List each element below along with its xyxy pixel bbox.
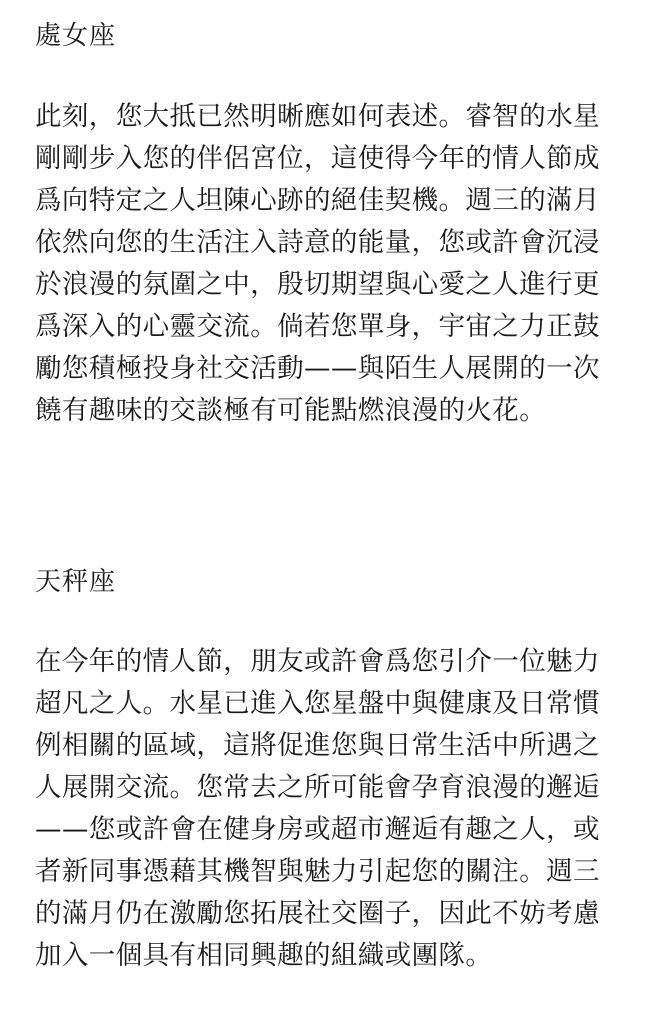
paragraph-line: 的滿月仍在激勵您拓展社交圈子，因此不妨考慮 [35, 898, 600, 929]
section-title: 天秤座 [35, 567, 117, 597]
horoscope-section-virgo [35, 16, 640, 432]
paragraph-line: 超凡之人。水星已進入您星盤中與健康及日常慣 [35, 688, 600, 719]
paragraph-line: 加入一個具有相同興趣的組織或團隊。 [35, 940, 493, 971]
section-body [35, 641, 640, 977]
paragraph-line: 人展開交流。您常去之所可能會孕育浪漫的邂逅 [35, 772, 600, 803]
paragraph-line: 於浪漫的氛圍之中，殷切期望與心愛之人進行更 [35, 269, 600, 300]
paragraph-line: 此刻，您大抵已然明晰應如何表述。睿智的水星 [35, 101, 600, 132]
paragraph-line: 依然向您的生活注入詩意的能量，您或許會沉浸 [35, 227, 600, 258]
paragraph-line: 例相關的區域，這將促進您與日常生活中所遇之 [35, 730, 600, 761]
paragraph-line: ——您或許會在健身房或超市邂逅有趣之人，或 [35, 814, 600, 845]
section-title: 處女座 [35, 21, 117, 51]
paragraph-line: 爲深入的心靈交流。倘若您單身，宇宙之力正鼓 [35, 311, 600, 342]
paragraph-line: 饒有趣味的交談極有可能點燃浪漫的火花。 [35, 395, 547, 426]
paragraph-line: 爲向特定之人坦陳心跡的絕佳契機。週三的滿月 [35, 185, 600, 216]
paragraph-line: 剛剛步入您的伴侶宮位，這使得今年的情人節成 [35, 143, 600, 174]
paragraph-line: 者新同事憑藉其機智與魅力引起您的關注。週三 [35, 856, 600, 887]
section-body [35, 96, 640, 432]
horoscope-section-libra [35, 562, 640, 977]
paragraph-line: 在今年的情人節，朋友或許會爲您引介一位魅力 [35, 646, 600, 677]
paragraph-line: 勵您積極投身社交活動——與陌生人展開的一次 [35, 353, 600, 384]
